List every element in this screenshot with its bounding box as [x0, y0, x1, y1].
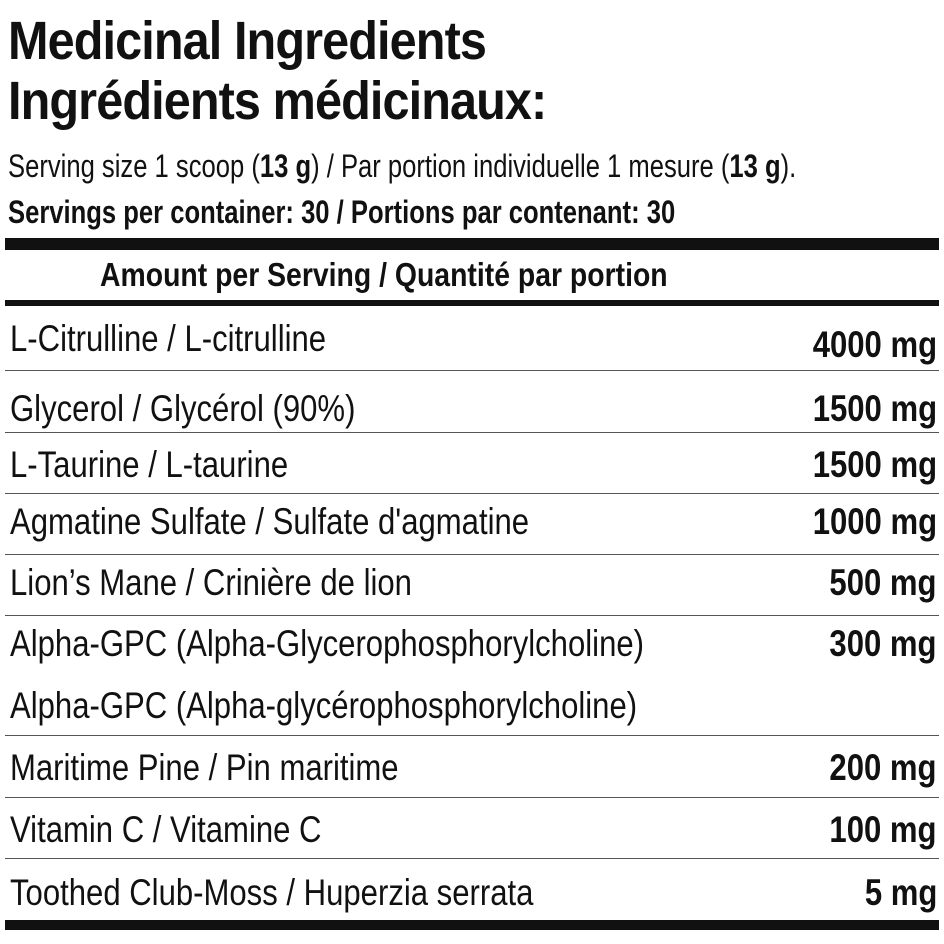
ingredient-name: L-Citrulline / L-citrulline [10, 318, 327, 359]
title-english: Medicinal Ingredients [8, 11, 486, 71]
serving-size-text-a: Serving size 1 scoop ( [8, 148, 260, 184]
ingredient-name: Lion’s Mane / Crinière de lion [10, 562, 412, 603]
ingredient-amount: 1500 mg [812, 444, 937, 485]
serving-size-grams: 13 g [259, 148, 312, 184]
ingredient-name: Vitamin C / Vitamine C [10, 809, 322, 850]
ingredient-row [5, 306, 939, 371]
ingredient-row [5, 860, 939, 920]
ingredient-name: L-Taurine / L-taurine [10, 444, 289, 485]
servings-per-container: Servings per container: 30 / Portions par contenant: 30 [8, 194, 676, 230]
ingredient-name: Maritime Pine / Pin maritime [10, 747, 399, 788]
ingredient-row [5, 737, 939, 798]
bottom-divider [5, 920, 939, 930]
serving-size-text-c: ). [780, 148, 797, 184]
serving-size-grams-fr: 13 g [729, 148, 781, 184]
ingredient-amount: 4000 mg [812, 324, 937, 365]
ingredient-name: Agmatine Sulfate / Sulfate d'agmatine [10, 501, 530, 542]
ingredient-amount: 5 mg [864, 872, 937, 913]
ingredient-amount: 500 mg [829, 562, 937, 603]
ingredient-row [5, 495, 939, 555]
ingredient-row [5, 372, 939, 433]
ingredient-name: Glycerol / Glycérol (90%) [10, 388, 356, 429]
ingredient-amount: 1500 mg [812, 388, 937, 429]
thick-divider [5, 238, 939, 250]
ingredient-amount: 100 mg [829, 809, 937, 850]
serving-size-text-b: ) / Par portion individuelle 1 mesure ( [311, 148, 730, 184]
serving-size [8, 150, 796, 182]
ingredient-name: Alpha-GPC (Alpha-Glycerophosphorylcholine) [10, 623, 644, 664]
title-french: Ingrédients médicinaux: [8, 71, 547, 131]
ingredient-name: Toothed Club-Moss / Huperzia serrata [10, 872, 534, 913]
ingredient-row [5, 617, 939, 736]
ingredient-row [5, 434, 939, 494]
ingredient-row [5, 556, 939, 616]
ingredient-row [5, 799, 939, 859]
ingredient-name-french: Alpha-GPC (Alpha-glycérophosphorylcholine) [10, 685, 638, 726]
ingredient-amount: 1000 mg [812, 501, 937, 542]
ingredient-amount: 200 mg [829, 747, 937, 788]
amount-per-serving-header: Amount per Serving / Quantité par portion [100, 256, 668, 293]
ingredient-amount: 300 mg [829, 623, 937, 664]
